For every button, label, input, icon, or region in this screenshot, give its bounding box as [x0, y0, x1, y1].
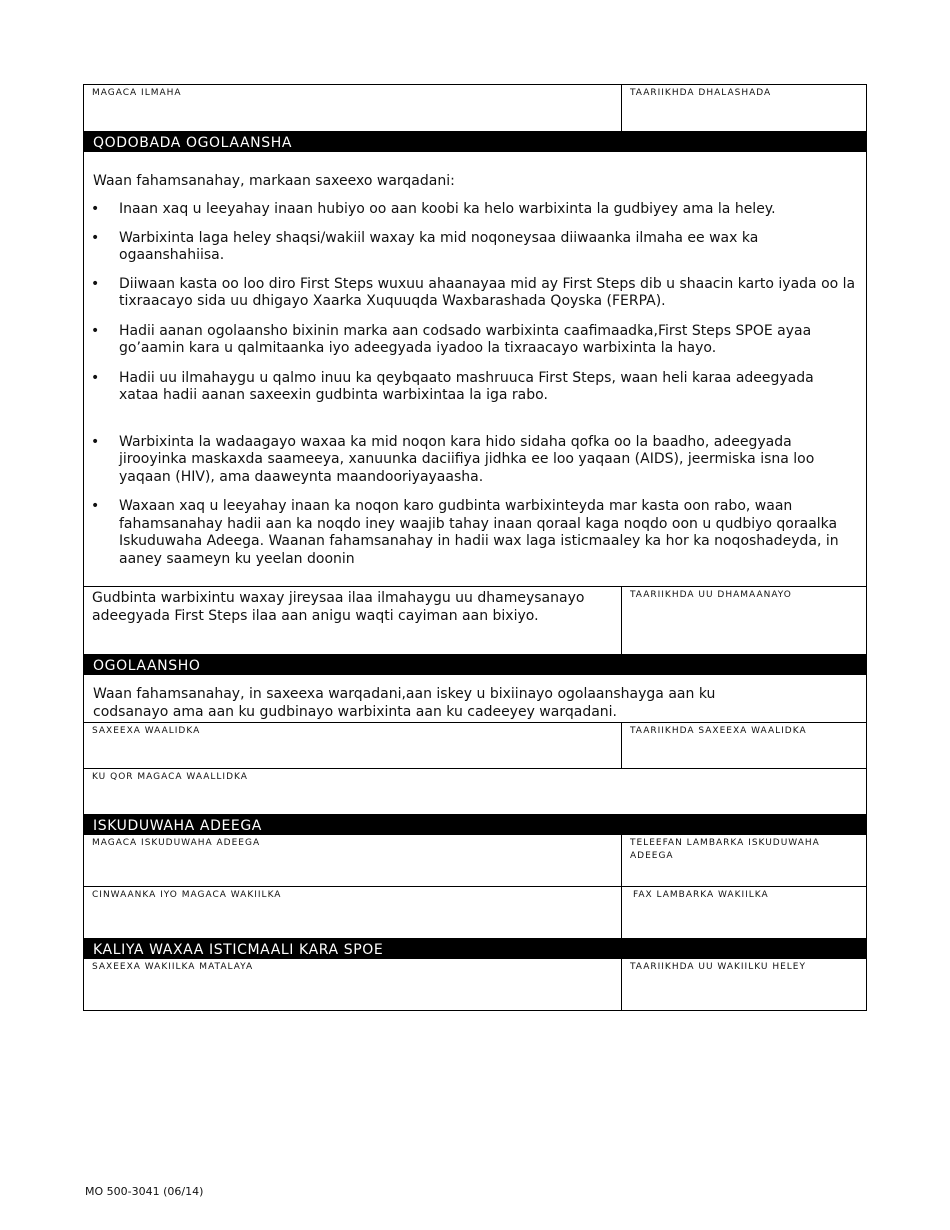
consent-body [84, 152, 866, 587]
child-name-label: MAGACA ILMAHA [92, 88, 182, 98]
agency-address-label: CINWAANKA IYO MAGACA WAKIILKA [92, 890, 282, 900]
spoe-section-header: KALIYA WAXAA ISTICMAALI KARA SPOE [84, 939, 866, 959]
spoe-signature-field[interactable] [84, 959, 622, 1010]
consent-bullet: • Inaan xaq u leeyahay inaan hubiyo oo aan koobi ka helo warbixinta la gudbiyey ama la heley. [84, 201, 866, 219]
agency-fax-field[interactable] [622, 887, 866, 938]
expiry-text-cell [84, 587, 622, 654]
parent-signature-label: SAXEEXA WAALIDKA [92, 726, 201, 736]
consent-section-header: QODOBADA OGOLAANSHA [84, 132, 866, 152]
parent-signature-date-label: TAARIIKHDA SAXEEXA WAALIDKA [630, 726, 807, 736]
child-info-row [84, 85, 866, 132]
coordinator-phone-field[interactable] [622, 835, 866, 886]
approval-text-row [84, 675, 866, 723]
spoe-row [84, 959, 866, 1010]
consent-intro: Waan fahamsanahay, markaan saxeexo warqadani: [93, 173, 455, 189]
expiry-row [84, 587, 866, 655]
consent-bullet: • Diiwaan kasta oo loo diro First Steps wuxuu ahaanayaa mid ay First Steps dib u shaacin karto iyada oo la tixraacayo sida uu dhigayo Xaarka Xuquuqda Waxbarashada Qoyska (FERPA). [84, 276, 866, 311]
parent-signature-field[interactable] [84, 723, 622, 768]
consent-form [83, 84, 867, 1011]
consent-bullet: • Hadii aanan ogolaansho bixinin marka aan codsado warbixinta caafimaadka,First Steps SPOE ayaa go’aamin kara u qalmitaanka iyo adeegyada iyadoo la tixraacayo warbixinta la hayo. [84, 323, 866, 358]
consent-bullet-list [84, 201, 866, 568]
agency-address-field[interactable] [84, 887, 622, 938]
parent-name-label: KU QOR MAGACA WAALLIDKA [92, 772, 248, 782]
approval-section-header: OGOLAANSHO [84, 655, 866, 675]
expiry-date-label: TAARIIKHDA UU DHAMAANAYO [630, 590, 792, 600]
form-number: MO 500-3041 (06/14) [85, 1185, 204, 1198]
agency-row [84, 887, 866, 939]
spoe-date-label: TAARIIKHDA UU WAKIILKU HELEY [630, 962, 806, 972]
child-name-field[interactable] [84, 85, 622, 131]
parent-name-field[interactable] [84, 769, 866, 814]
approval-text: Waan fahamsanahay, in saxeexa warqadani,aan iskey u bixiinayo ogolaanshayga aan ku codsanayo ama aan ku gudbinayo warbixinta aan ku cadeeyey warqadani. [93, 686, 716, 720]
parent-signature-date-field[interactable] [622, 723, 866, 768]
parent-name-row [84, 769, 866, 815]
spoe-date-field[interactable] [622, 959, 866, 1010]
coordinator-name-label: MAGACA ISKUDUWAHA ADEEGA [92, 838, 261, 848]
spoe-signature-label: SAXEEXA WAKIILKA MATALAYA [92, 962, 254, 972]
agency-fax-label: FAX LAMBARKA WAKIILKA [633, 890, 769, 900]
consent-bullet: • Warbixinta la wadaagayo waxaa ka mid noqon kara hido sidaha qofka oo la baadho, adeegyada jirooyinka maskaxda saameeya, xanuunka daciifiya jidhka ee loo yaqaan (AIDS), jeermiska isna loo yaqaan (HIV), ama daaweynta maandooriyayaasha. [84, 434, 866, 487]
expiry-date-field[interactable] [622, 587, 866, 654]
coordinator-phone-label: TELEEFAN LAMBARKA ISKUDUWAHA ADEEGA [630, 838, 820, 861]
expiry-text: Gudbinta warbixintu waxay jireysaa ilaa ilmahaygu uu dhameysanayo adeegyada First Steps ilaa aan anigu waqti cayiman aan bixiyo. [92, 590, 585, 624]
dob-label: TAARIIKHDA DHALASHADA [630, 88, 772, 98]
dob-field[interactable] [622, 85, 866, 131]
coordinator-name-field[interactable] [84, 835, 622, 886]
coordinator-row [84, 835, 866, 887]
consent-bullet: • Waxaan xaq u leeyahay inaan ka noqon karo gudbinta warbixinteyda mar kasta oon rabo, waan fahamsanahay hadii aan ka noqdo iney waajib tahay inaan qoraal kaga noqdo oon u qudbiyo qoraalka Iskuduwaha Adeega. Waanan fahamsanahay in hadii wax laga isticmaaley ka hor ka noqoshadeyda, in aaney saameyn ku yeelan doonin [84, 498, 866, 568]
coordinator-section-header: ISKUDUWAHA ADEEGA [84, 815, 866, 835]
parent-signature-row [84, 723, 866, 769]
consent-bullet: • Warbixinta laga heley shaqsi/wakiil waxay ka mid noqoneysaa diiwaanka ilmaha ee wax ka ogaanshahiisa. [84, 230, 866, 265]
consent-bullet: • Hadii uu ilmahaygu u qalmo inuu ka qeybqaato mashruuca First Steps, waan heli karaa adeegyada xataa hadii aanan saxeexin gudbinta warbixintaa la iga rabo. [84, 370, 866, 405]
